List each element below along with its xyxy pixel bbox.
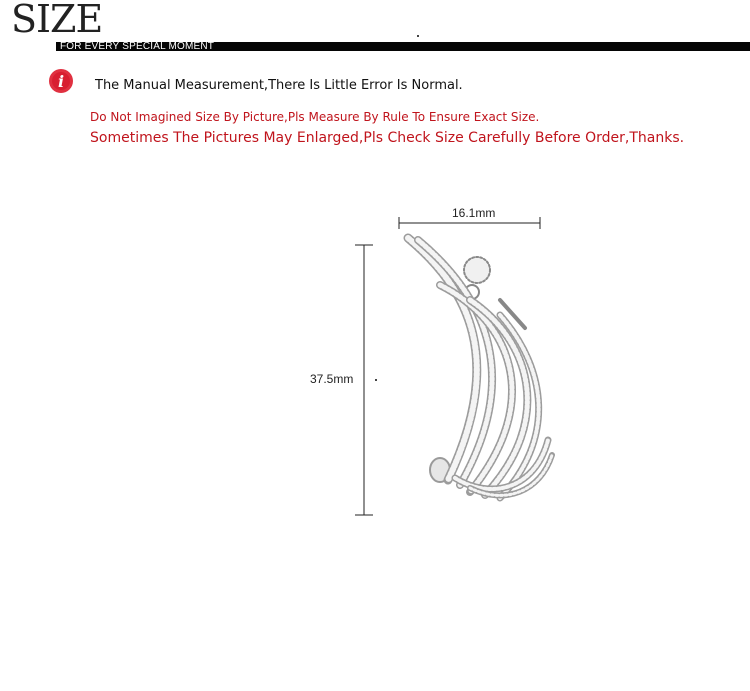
size-title: SIZE (11, 0, 103, 41)
enlarged-warning: Sometimes The Pictures May Enlarged,Pls Check Size Carefully Before Order,Thanks. (90, 130, 685, 146)
decorative-dot (375, 379, 377, 381)
height-label: 37.5mm (310, 372, 354, 386)
svg-text:i: i (57, 72, 65, 91)
measure-warning: Do Not Imagined Size By Picture,Pls Measure By Rule To Ensure Exact Size. (90, 110, 540, 124)
height-dimension-line (355, 245, 373, 515)
width-label: 16.1mm (452, 206, 496, 220)
ear-cuff-image (408, 238, 552, 498)
measurement-note: The Manual Measurement,There Is Little Error Is Normal. (95, 78, 463, 93)
tagline: FOR EVERY SPECIAL MOMENT (60, 41, 215, 52)
